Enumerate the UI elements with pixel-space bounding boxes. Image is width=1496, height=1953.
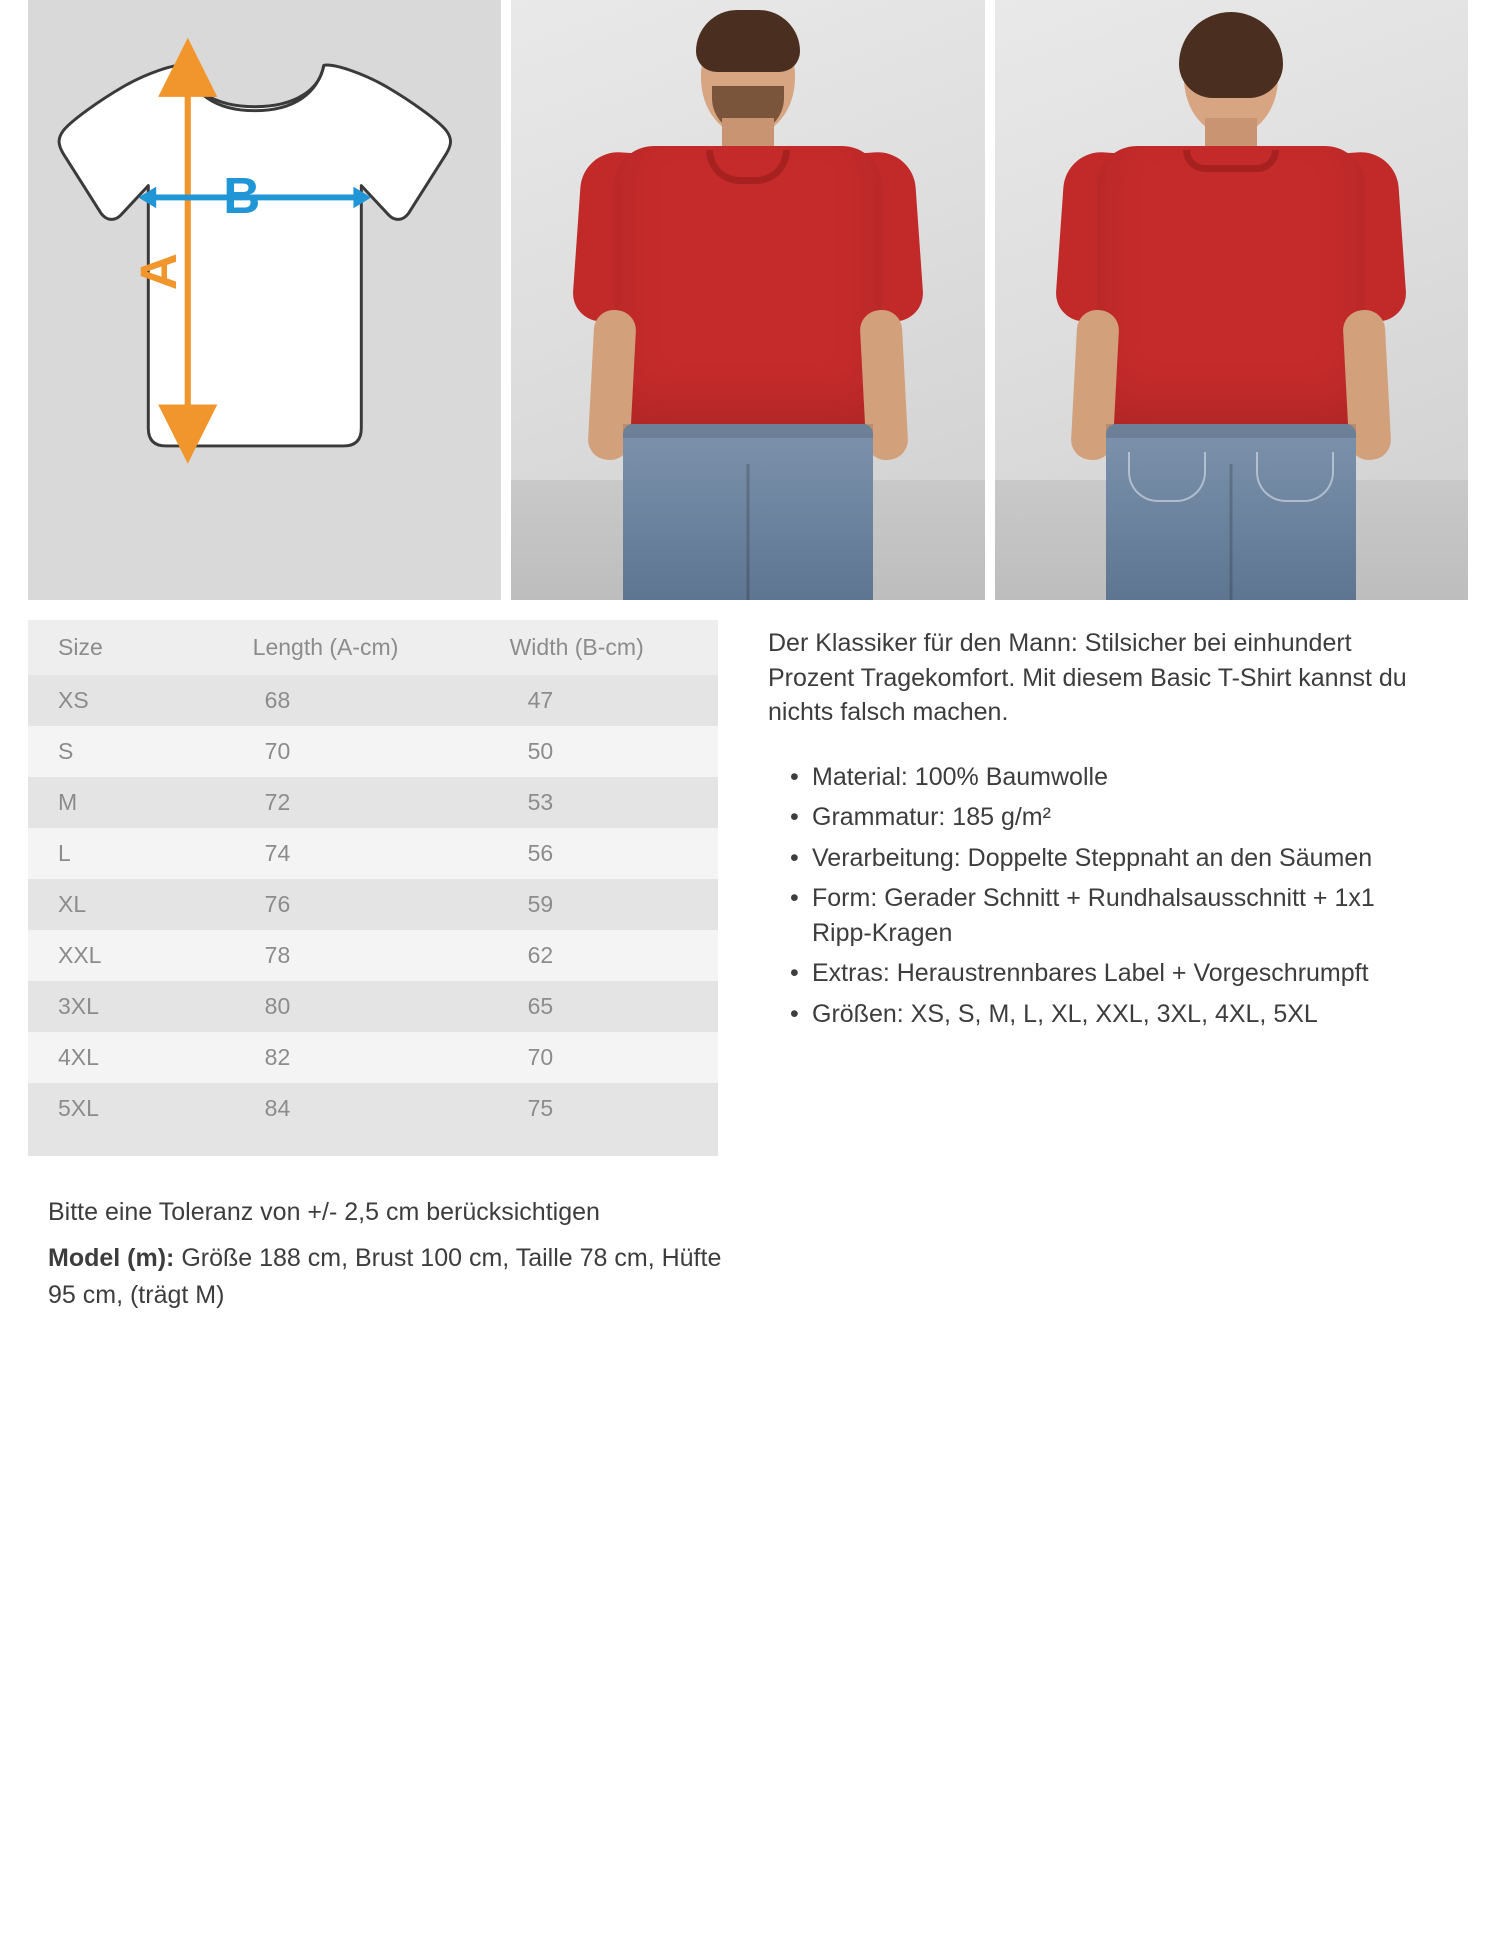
cell-width: 62 xyxy=(527,942,554,968)
cell-length: 76 xyxy=(264,891,291,917)
cell-size: S xyxy=(58,738,74,764)
cell-size: L xyxy=(58,840,71,866)
table-row xyxy=(28,1032,718,1083)
model-figure-back xyxy=(1066,0,1396,600)
cell-width: 50 xyxy=(527,738,554,764)
cell-length: 70 xyxy=(264,738,291,764)
list-item: • Form: Gerader Schnitt + Rundhalsausschnitt + 1x1 Ripp-Kragen xyxy=(790,881,1428,950)
size-table-footer-strip xyxy=(28,1134,718,1156)
model-figure-front xyxy=(583,0,913,600)
cell-size: 5XL xyxy=(58,1095,99,1121)
model-jeans-back xyxy=(1106,424,1356,600)
cell-size: 3XL xyxy=(58,993,99,1019)
cell-length: 82 xyxy=(264,1044,291,1070)
size-schematic-image xyxy=(28,0,501,600)
cell-width: 75 xyxy=(527,1095,554,1121)
header-width: Width (B-cm) xyxy=(480,620,718,675)
cell-width: 59 xyxy=(527,891,554,917)
cell-length: 74 xyxy=(264,840,291,866)
cell-width: 65 xyxy=(527,993,554,1019)
model-hair-back xyxy=(1179,12,1283,98)
jeans-pocket-left xyxy=(1128,452,1206,502)
table-row xyxy=(28,1083,718,1134)
jeans-waistband-back xyxy=(1106,424,1356,438)
size-table xyxy=(28,620,718,1134)
schematic-label-a: A xyxy=(129,253,187,291)
model-note-text: Größe 188 cm, Brust 100 cm, Taille 78 cm, Hüfte 95 cm, (trägt M) xyxy=(48,1244,722,1309)
table-row xyxy=(28,777,718,828)
model-jeans-front xyxy=(623,424,873,600)
model-photo-back xyxy=(995,0,1468,600)
cell-size: XS xyxy=(58,687,89,713)
size-table-body xyxy=(28,675,718,1134)
cell-size: 4XL xyxy=(58,1044,99,1070)
jeans-pocket-right xyxy=(1256,452,1334,502)
size-chart xyxy=(28,620,718,1156)
cell-length: 72 xyxy=(264,789,291,815)
cell-width: 56 xyxy=(527,840,554,866)
list-item: • Extras: Heraustrennbares Label + Vorgeschrumpft xyxy=(790,956,1428,991)
model-note-label: Model (m): xyxy=(48,1244,175,1273)
cell-width: 47 xyxy=(527,687,554,713)
cell-width: 53 xyxy=(527,789,554,815)
table-row xyxy=(28,675,718,726)
size-table-header-row xyxy=(28,620,718,675)
tolerance-note: Bitte eine Toleranz von +/- 2,5 cm berücksichtigen xyxy=(48,1198,600,1226)
table-row xyxy=(28,981,718,1032)
cell-length: 80 xyxy=(264,993,291,1019)
cell-size: XXL xyxy=(58,942,102,968)
cell-length: 84 xyxy=(264,1095,291,1121)
product-description xyxy=(768,620,1428,1156)
cell-size: M xyxy=(58,789,78,815)
table-row xyxy=(28,930,718,981)
cell-width: 70 xyxy=(527,1044,554,1070)
product-details-row xyxy=(0,600,1496,1156)
list-item: • Grammatur: 185 g/m² xyxy=(790,800,1428,835)
model-note xyxy=(48,1240,732,1313)
tshirt-body-back xyxy=(1097,146,1365,436)
table-row xyxy=(28,828,718,879)
tshirt-schematic-svg xyxy=(28,0,501,600)
product-image-row xyxy=(0,0,1496,600)
table-row xyxy=(28,879,718,930)
header-length: Length (A-cm) xyxy=(223,620,480,675)
list-item: • Material: 100% Baumwolle xyxy=(790,760,1428,795)
description-feature-list xyxy=(768,760,1428,1032)
header-size: Size xyxy=(28,620,223,675)
description-intro: Der Klassiker für den Mann: Stilsicher bei einhundert Prozent Tragekomfort. Mit diesem Basic T-Shirt kannst du nichts falsch machen. xyxy=(768,629,1407,726)
schematic-label-b: B xyxy=(223,167,261,225)
list-item: • Verarbeitung: Doppelte Steppnaht an den Säumen xyxy=(790,841,1428,876)
tshirt-body-front xyxy=(614,146,882,436)
list-item: • Größen: XS, S, M, L, XL, XXL, 3XL, 4XL, 5XL xyxy=(790,997,1428,1032)
jeans-waistband-front xyxy=(623,424,873,438)
cell-size: XL xyxy=(58,891,87,917)
cell-length: 78 xyxy=(264,942,291,968)
model-hair-front xyxy=(696,10,800,72)
size-notes xyxy=(0,1156,760,1313)
table-row xyxy=(28,726,718,777)
tshirt-collar-back xyxy=(1183,150,1279,172)
size-table-head xyxy=(28,620,718,675)
cell-length: 68 xyxy=(264,687,291,713)
model-photo-front xyxy=(511,0,984,600)
